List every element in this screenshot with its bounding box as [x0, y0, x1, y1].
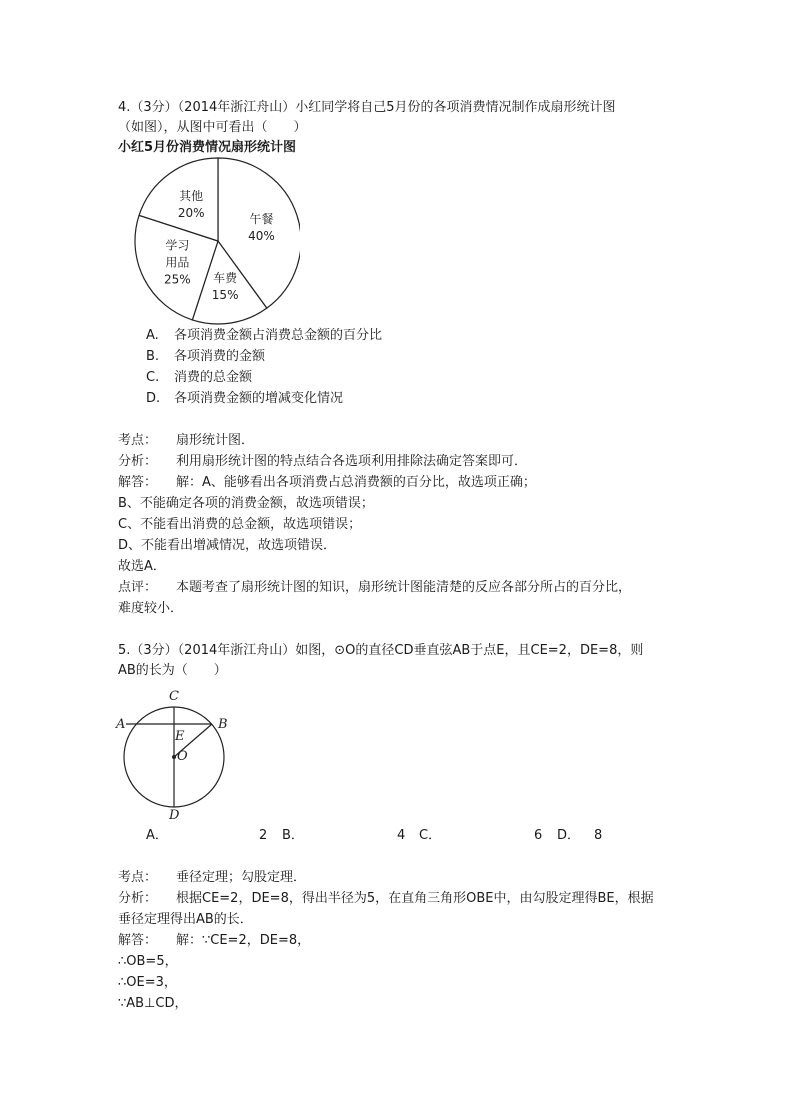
pie-label-4-2: 20%	[177, 206, 205, 221]
q5-choice-a-value[interactable]: 2	[259, 828, 268, 843]
q4-dianping: 点评： 本题考查了扇形统计图的知识，扇形统计图能清楚的反应各部分所占的百分比，	[118, 580, 632, 595]
label-e: E	[175, 729, 185, 744]
q5-step-2: ∴OE=3，	[118, 975, 177, 990]
label-c: C	[169, 689, 179, 704]
q5-choice-b-letter[interactable]: B．	[282, 828, 304, 843]
q4-kaodian: 考点： 扇形统计图．	[118, 433, 255, 448]
q5-choice-d-letter[interactable]: D．	[557, 828, 581, 843]
q5-stem-line1: 5.（3分）（2014年浙江舟山）如图，⊙O的直径CD垂直弦AB于点E，且CE=2，DE=8，则	[118, 643, 644, 658]
q4-fenxi: 分析： 利用扇形统计图的特点结合各选项利用排除法确定答案即可．	[118, 454, 528, 469]
q5-step-1: ∴OB=5，	[118, 954, 178, 969]
pie-label-3-3: 25%	[163, 272, 191, 287]
pie-label-2-1: 车费	[213, 271, 238, 286]
pie-label-3-2: 用品	[165, 255, 190, 270]
pie-label-1-2: 40%	[248, 228, 275, 243]
q4-option-d[interactable]: D. 各项消费金额的增减变化情况	[146, 391, 344, 406]
q5-choice-d-value[interactable]: 8	[594, 828, 603, 843]
q4-stem-line1: 4.（3分）（2014年浙江舟山）小红同学将自己5月份的各项消费情况制作成扇形统计图	[118, 100, 616, 115]
q4-jieda: 解答： 解：A、能够看出各项消费占总消费额的百分比，故选项正确；	[118, 475, 536, 490]
q4-solution-b: B、不能确定各项的消费金额，故选项错误；	[118, 496, 374, 511]
q4-solution-d: D、不能看出增减情况，故选项错误．	[118, 538, 337, 553]
q5-choice-b-value[interactable]: 4	[397, 828, 406, 843]
q4-stem-line2: （如图），从图中可看出（ ）	[118, 120, 307, 135]
q5-choice-c-value[interactable]: 6	[534, 828, 543, 843]
label-d: D	[169, 808, 180, 822]
circle-figure	[112, 682, 242, 822]
q4-dianping-line2: 难度较小．	[118, 601, 184, 616]
q4-option-a[interactable]: A. 各项消费金额占消费总金额的百分比	[146, 328, 383, 343]
label-o: O	[177, 749, 188, 764]
pie-label-1-1: 午餐	[249, 211, 274, 226]
pie-label-2-2: 15%	[211, 288, 239, 303]
pie-label-3-1: 学习	[165, 238, 190, 253]
pie-label-4-1: 其他	[179, 189, 204, 204]
q5-choice-a-letter[interactable]: A．	[146, 828, 168, 843]
q5-step-3: ∵AB⊥CD，	[118, 996, 188, 1011]
pie-chart	[130, 155, 300, 330]
label-b: B	[218, 717, 228, 732]
q5-kaodian: 考点： 垂径定理；勾股定理．	[118, 870, 307, 885]
label-a: A	[116, 717, 126, 732]
q5-fenxi: 分析： 根据CE=2，DE=8，得出半径为5，在直角三角形OBE中，由勾股定理得BE，根据	[118, 891, 654, 906]
q5-stem-line2: AB的长为（ ）	[118, 663, 227, 678]
q4-option-b[interactable]: B. 各项消费的金额	[146, 349, 266, 364]
q4-answer: 故选A．	[118, 559, 166, 574]
q5-choice-c-letter[interactable]: C．	[419, 828, 442, 843]
q5-fenxi-line2: 垂径定理得出AB的长．	[118, 912, 253, 927]
q4-solution-c: C、不能看出消费的总金额，故选项错误；	[118, 517, 362, 532]
center-point	[172, 755, 176, 759]
q5-jieda: 解答： 解：∵CE=2，DE=8，	[118, 933, 311, 948]
pie-chart-title: 小红5月份消费情况扇形统计图	[118, 140, 297, 155]
q4-option-c[interactable]: C. 消费的总金额	[146, 370, 253, 385]
